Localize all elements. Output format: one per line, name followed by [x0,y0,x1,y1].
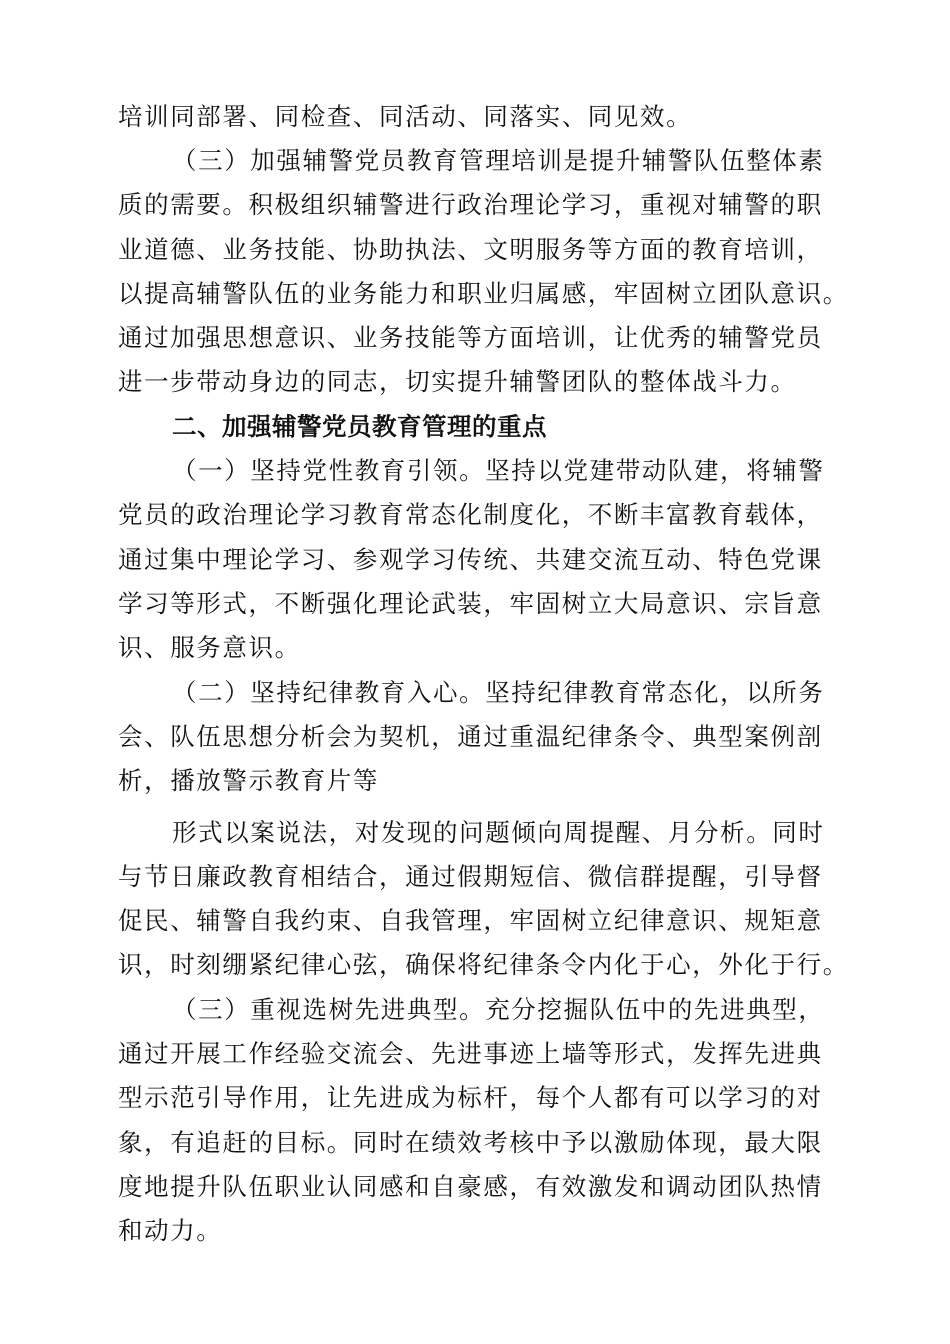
paragraph-start: （一）坚持党性教育引领。坚持以党建带动队建，将辅警 [172,456,825,485]
text-line: 识，时刻绷紧纪律心弦，确保将纪律条令内化于心，外化于行。 [118,950,849,979]
text-line: 通过集中理论学习、参观学习传统、共建交流互动、特色党课 [118,545,823,574]
text-line: 党员的政治理论学习教育常态化制度化，不断丰富教育载体， [118,500,823,529]
text-line: 型示范引导作用，让先进成为标杆，每个人都有可以学习的对 [118,1083,823,1112]
text-line: 会、队伍思想分析会为契机，通过重温纪律条令、典型案例剖 [118,722,823,751]
text-line: 以提高辅警队伍的业务能力和职业归属感，牢固树立团队意识。 [118,279,849,308]
text-line: 进一步带动身边的同志，切实提升辅警团队的整体战斗力。 [118,367,797,396]
text-line: 与节日廉政教育相结合，通过假期短信、微信群提醒，引导督 [118,862,823,891]
text-line: 学习等形式，不断强化理论武装，牢固树立大局意识、宗旨意 [118,589,823,618]
text-line: 促民、辅警自我约束、自我管理，牢固树立纪律意识、规矩意 [118,906,823,935]
paragraph-start: （二）坚持纪律教育入心。坚持纪律教育常态化，以所务 [172,678,825,707]
paragraph-start: 形式以案说法，对发现的问题倾向周提醒、月分析。同时 [172,818,825,847]
text-line: 和动力。 [118,1216,223,1245]
text-line: 通过开展工作经验交流会、先进事迹上墙等形式，发挥先进典 [118,1039,823,1068]
paragraph-start: （三）重视选树先进典型。充分挖掘队伍中的先进典型， [172,995,825,1024]
text-line: 识、服务意识。 [118,633,301,662]
text-line: 象，有追赶的目标。同时在绩效考核中予以激励体现，最大限 [118,1128,823,1157]
text-line: 度地提升队伍职业认同感和自豪感，有效激发和调动团队热情 [118,1172,823,1201]
paragraph-start: （三）加强辅警党员教育管理培训是提升辅警队伍整体素 [172,146,825,175]
section-heading: 二、加强辅警党员教育管理的重点 [172,412,547,441]
text-line: 通过加强思想意识、业务技能等方面培训，让优秀的辅警党员 [118,323,823,352]
text-line: 析，播放警示教育片等 [118,766,379,795]
text-line: 质的需要。积极组织辅警进行政治理论学习，重视对辅警的职 [118,190,823,219]
text-line: 培训同部署、同检查、同活动、同落实、同见效。 [118,102,693,131]
text-line: 业道德、业务技能、协助执法、文明服务等方面的教育培训， [118,235,823,264]
